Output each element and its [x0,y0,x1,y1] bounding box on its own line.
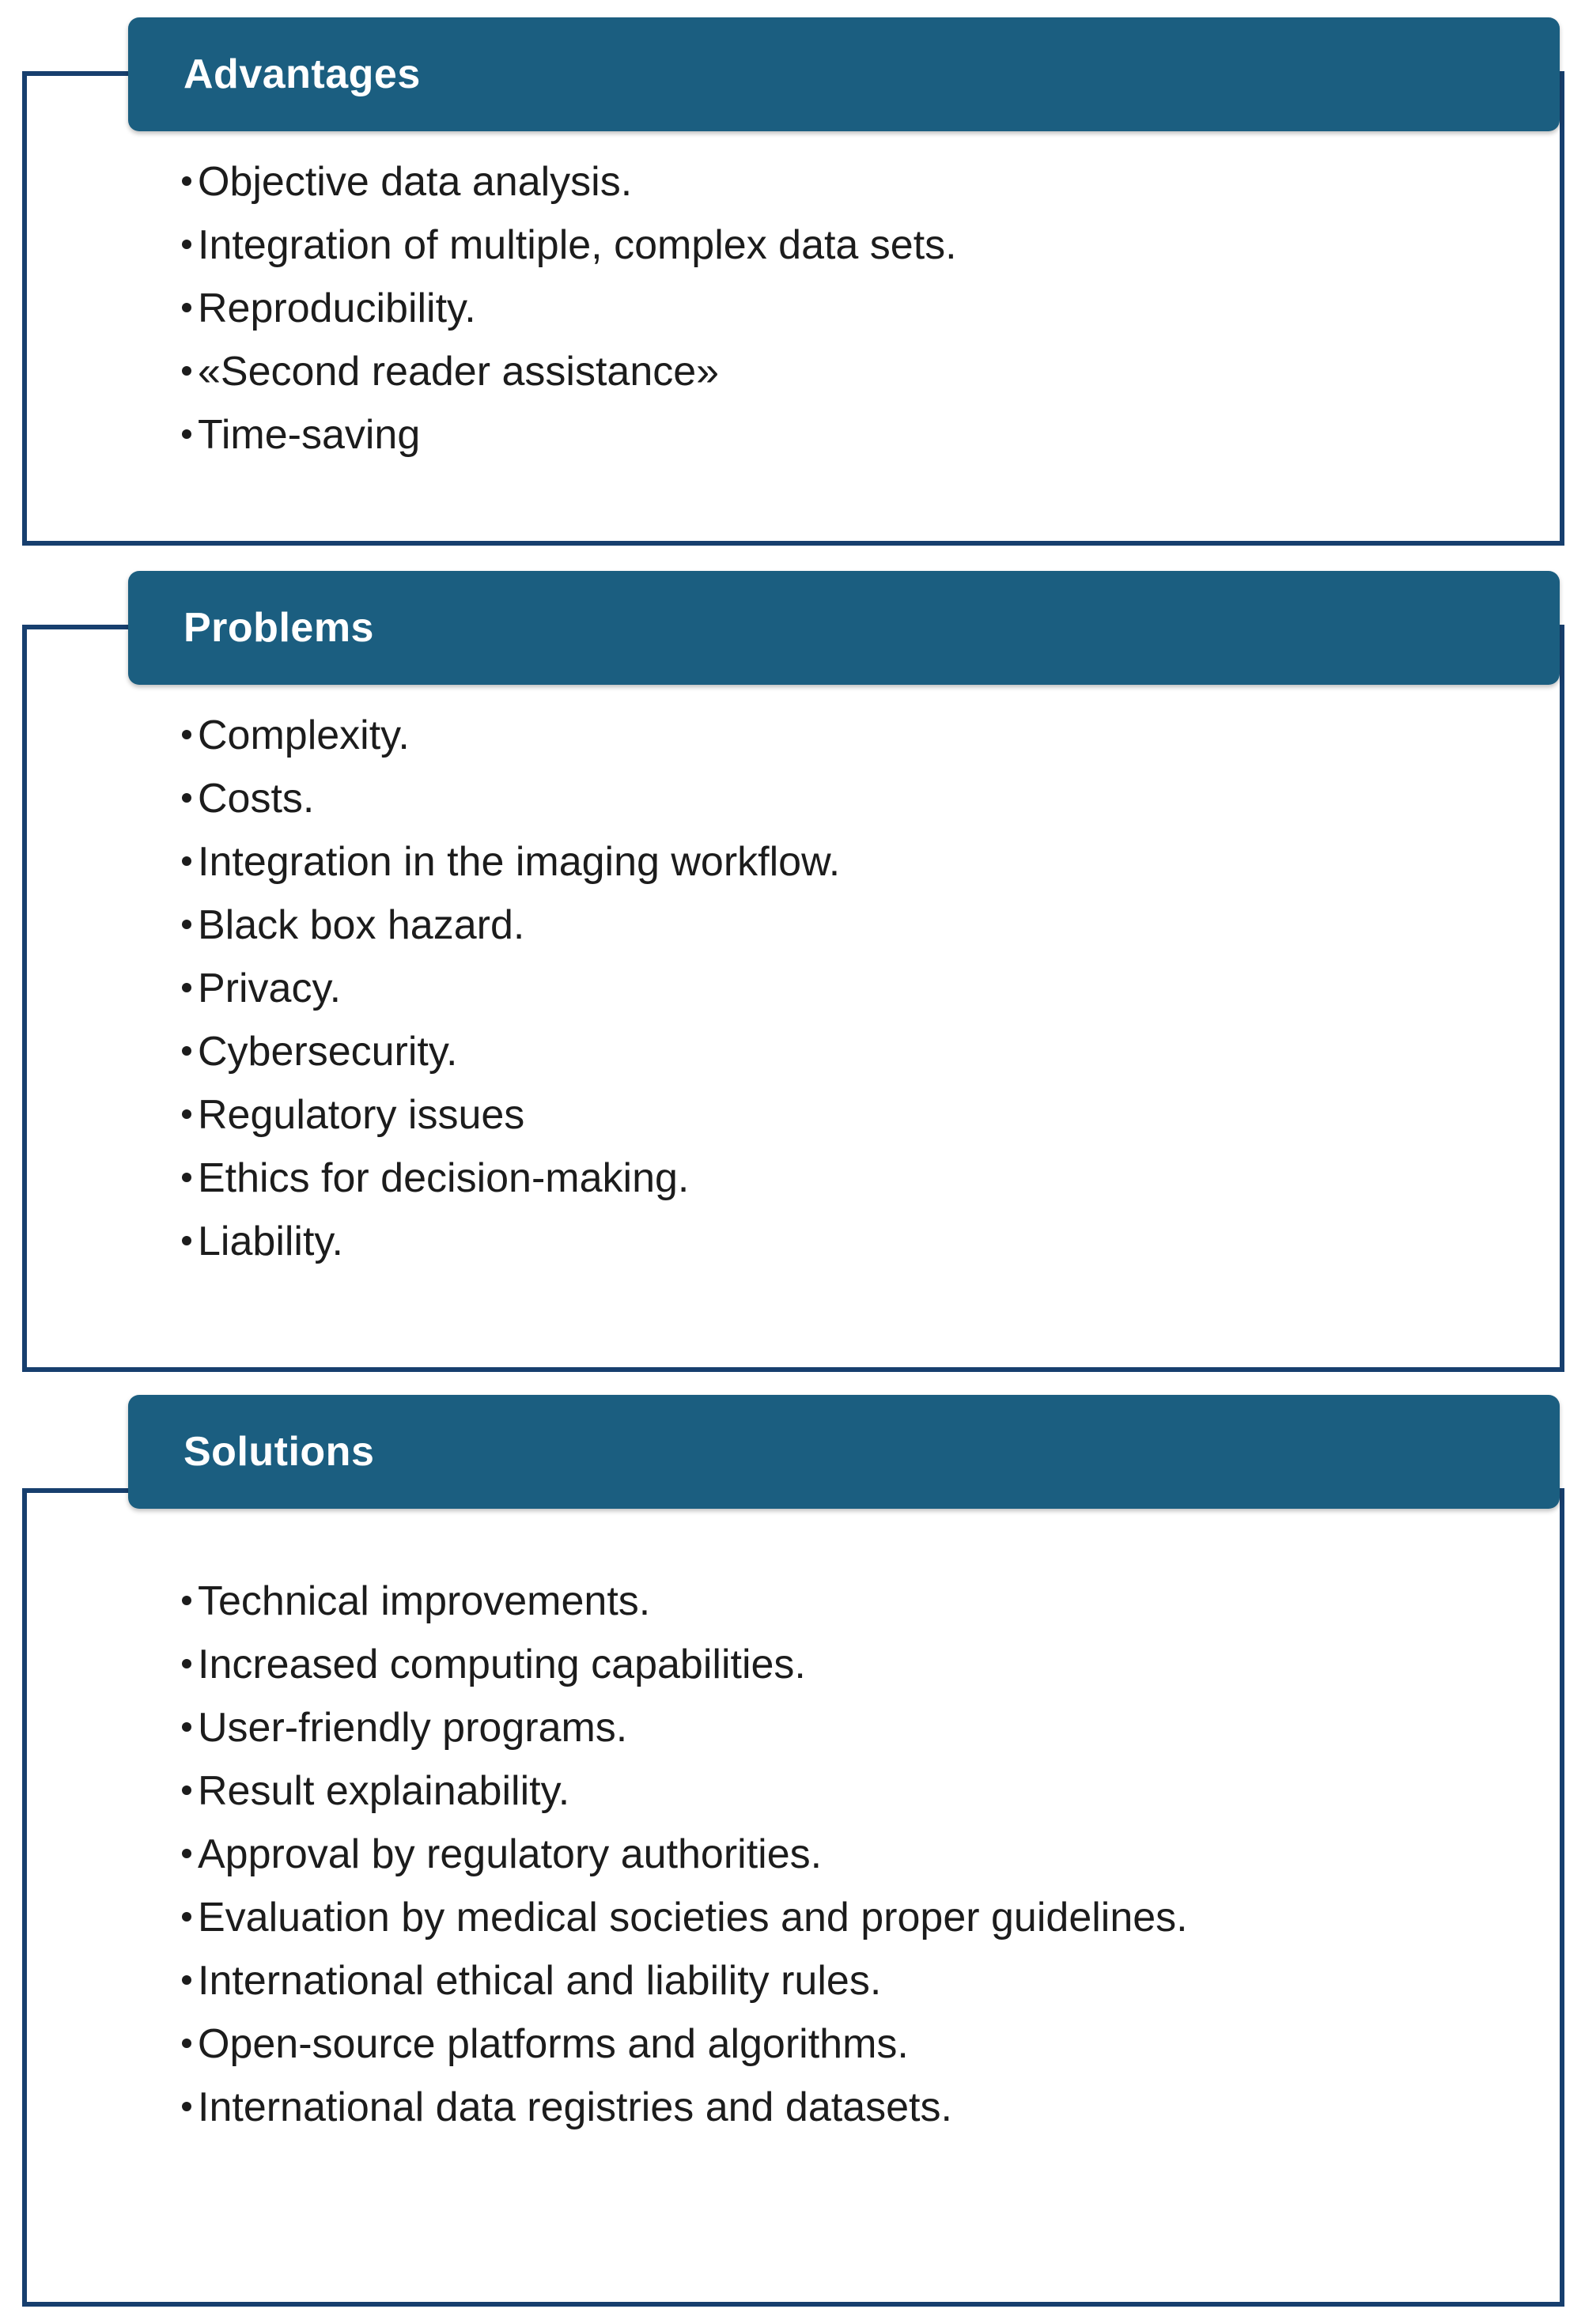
solutions-title: Solutions [183,1429,375,1475]
list-item: Result explainability. [182,1759,1188,1823]
list-item: Privacy. [182,957,840,1020]
bullet-icon [182,303,191,312]
list-item: Black box hazard. [182,894,840,957]
bullet-icon [182,1109,191,1119]
solutions-list [182,1570,1188,2139]
list-item: Technical improvements. [182,1570,1188,1633]
list-item: Cybersecurity. [182,1020,840,1083]
list-item: User-friendly programs. [182,1696,1188,1759]
bullet-icon [182,1659,191,1668]
problems-frame-top-stub [22,625,128,629]
bullet-icon [182,2039,191,2048]
list-item: Approval by regulatory authorities. [182,1823,1188,1886]
bullet-icon [182,240,191,249]
bullet-icon [182,1912,191,1922]
advantages-list [182,150,957,467]
bullet-icon [182,1722,191,1732]
list-item: Time-saving [182,403,957,467]
bullet-icon [182,1046,191,1056]
list-item: Increased computing capabilities. [182,1633,1188,1696]
bullet-icon [182,1786,191,1795]
bullet-icon [182,176,191,186]
solutions-frame-top-stub [22,1488,128,1493]
bullet-icon [182,1975,191,1985]
bullet-icon [182,1849,191,1858]
list-item: Regulatory issues [182,1083,840,1147]
list-item: Integration of multiple, complex data sets. [182,214,957,277]
bullet-icon [182,856,191,866]
list-item: «Second reader assistance» [182,340,957,403]
problems-list [182,704,840,1273]
bullet-icon [182,920,191,929]
list-item: Complexity. [182,704,840,767]
list-item: Evaluation by medical societies and proper guidelines. [182,1886,1188,1949]
list-item: Ethics for decision-making. [182,1147,840,1210]
advantages-frame-top-stub [22,71,128,76]
list-item: Liability. [182,1210,840,1273]
solutions-header [128,1395,1560,1509]
advantages-header [128,17,1560,131]
bullet-icon [182,983,191,992]
bullet-icon [182,1596,191,1605]
list-item: Integration in the imaging workflow. [182,830,840,894]
bullet-icon [182,1236,191,1245]
bullet-icon [182,793,191,803]
problems-title: Problems [183,605,374,651]
list-item: Objective data analysis. [182,150,957,214]
advantages-title: Advantages [183,51,421,97]
list-item: International ethical and liability rules. [182,1949,1188,2012]
list-item: International data registries and datasets. [182,2076,1188,2139]
bullet-icon [182,1173,191,1182]
list-item: Reproducibility. [182,277,957,340]
bullet-icon [182,730,191,739]
bullet-icon [182,429,191,439]
bullet-icon [182,366,191,376]
problems-header [128,571,1560,685]
bullet-icon [182,2102,191,2111]
list-item: Open-source platforms and algorithms. [182,2012,1188,2076]
list-item: Costs. [182,767,840,830]
